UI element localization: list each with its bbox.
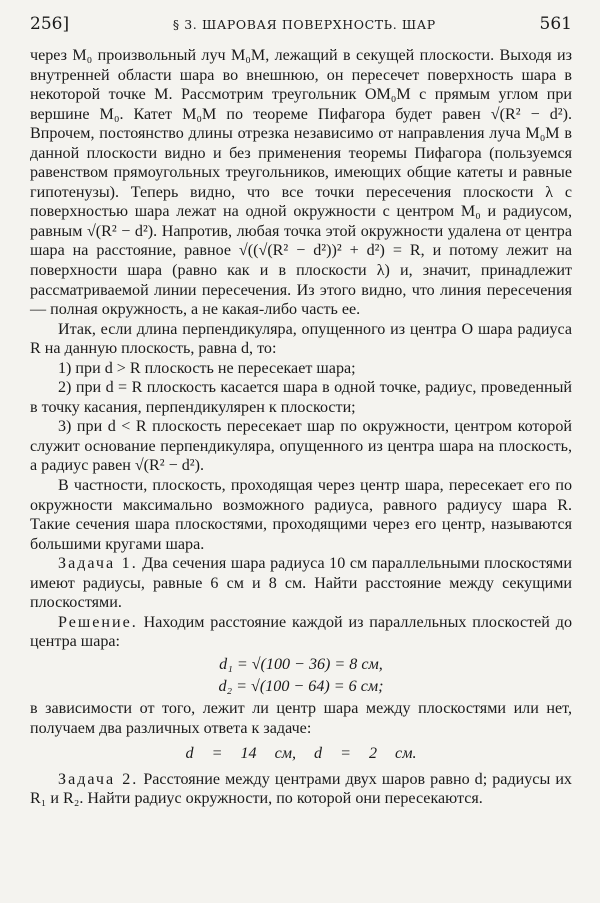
running-header xyxy=(30,14,572,42)
header-title: § 3. ШАРОВАЯ ПОВЕРХНОСТЬ. ШАР xyxy=(172,17,436,32)
formula-d1: d₁ = √(100 − 36) = 8 см, xyxy=(219,655,383,673)
task-1-text: Два сечения шара радиуса 10 см параллельными плоскостями имеют радиусы, равные 6 см и 8 см. Найти расстояние между секущими плоскостями. xyxy=(30,555,572,612)
case-1: 1) при d > R плоскость не пересекает шара; xyxy=(58,359,356,377)
task-2-text: Расстояние между центрами двух шаров равно d; радиусы их R₁ и R₂. Найти радиус окружности, по которой они пересекаются. xyxy=(30,770,572,808)
case-2: 2) при d = R плоскость касается шара в одной точке, радиус, проведенный в точку касания, перпендикулярен к плоскости; xyxy=(30,379,572,416)
solution xyxy=(30,613,572,652)
paragraph-summary: Итак, если длина перпендикуляра, опущенного из центра O шара радиуса R на данную плоскость, равна d, то: xyxy=(30,320,572,358)
paragraph-continuation: через M₀ произвольный луч M₀M, лежащий в секущей плоскости. Выходя из внутренней области шара во внешнюю, он пересечет поверхность шара в некоторой точке M. Рассмотрим треугольник OM₀M с прямым углом при вершине M₀. Катет M₀M по теореме Пифагора будет равен √(R² − d²). Впрочем, постоянство длины отрезка независимо от направления луча M₀M в данной плоскости видно и без применения теоремы Пифагора (пользуемся равенством прямоугольных треугольников, имеющих общие катеты и равные гипотенузы). Теперь видно, что все точки пересечения плоскости λ с поверхностью шара лежат на одной окружности с центром M₀ и радиусом, равным √(R² − d²). Напротив, любая точка этой окружности удалена от центра шара на расстояние, равное √((√(R² − d²))² + d²) = R, и потому лежит на поверхности шара (равно как и в плоскости λ) и, значит, принадлежит рассматриваемой линии пересечения. Из этого видно, что линия пересечения — полная окружность, а не какая-либо часть ее. xyxy=(30,47,572,319)
task-1 xyxy=(30,554,572,613)
formula-d2: d₂ = √(100 − 64) = 6 см; xyxy=(218,677,384,695)
answers: d = 14 см, d = 2 см. xyxy=(185,745,417,763)
page-number: 561 xyxy=(539,14,572,34)
task-2-label: Задача 2. xyxy=(58,770,139,788)
solution-text: Находим расстояние каждой из параллельных плоскостей до центра шара: xyxy=(30,613,572,651)
paragraph-great-circles: В частности, плоскость, проходящая через центр шара, пересекает его по окружности максимально возможного радиуса, равного радиусу шара R. Такие сечения шара плоскостями, проходящими через его центр, называются большими кругами шара. xyxy=(30,477,572,553)
task-1-label: Задача 1. xyxy=(58,555,138,573)
formula-block xyxy=(30,655,572,696)
page-body xyxy=(30,46,572,809)
task-2 xyxy=(30,770,572,809)
paragraph-answers-intro: в зависимости от того, лежит ли центр шара между плоскостями или нет, получаем два различных ответа к задаче: xyxy=(30,700,572,737)
solution-label: Решение. xyxy=(58,613,138,631)
case-3: 3) при d < R плоскость пересекает шар по окружности, центром которой служит основание перпендикуляра, опущенного из центра шара на плоскость, а радиус равен √(R² − d²). xyxy=(30,418,572,475)
header-left: 256] xyxy=(30,14,70,34)
